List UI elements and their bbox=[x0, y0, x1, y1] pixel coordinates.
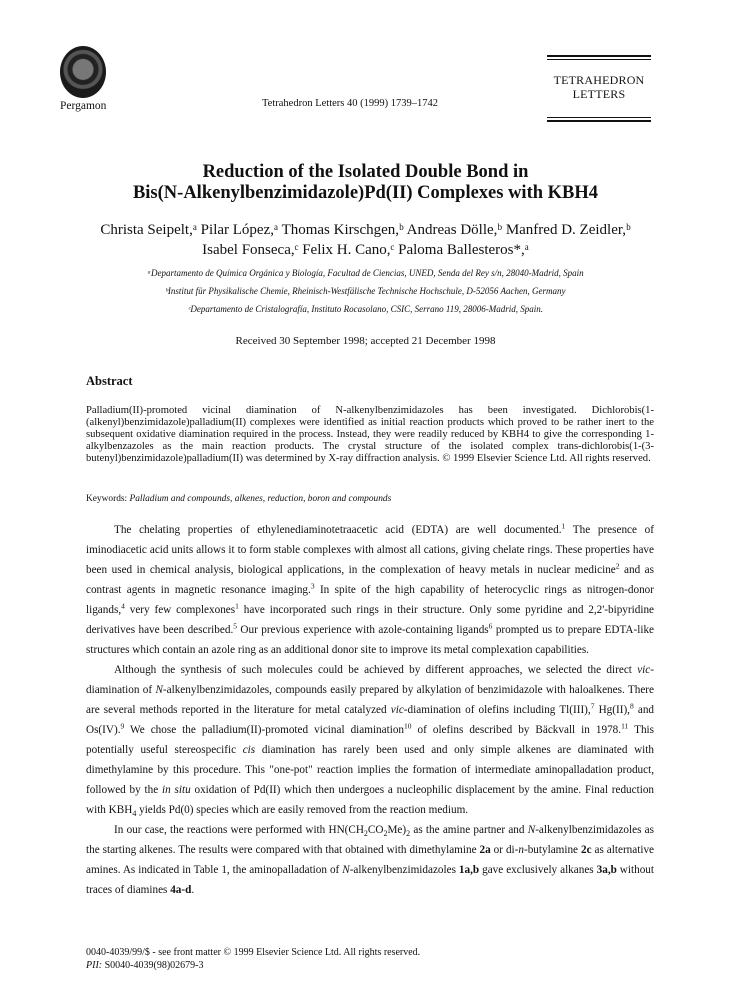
body-paragraph-3 bbox=[86, 820, 654, 900]
body-italic: vic bbox=[637, 664, 651, 676]
body-italic: N bbox=[527, 824, 536, 836]
affiliations bbox=[0, 264, 731, 318]
body-text: In our case, the reactions were performed with HN(CH bbox=[114, 824, 364, 836]
compound-label: 3a,b bbox=[596, 864, 617, 876]
body-text: as the amine partner and bbox=[410, 824, 528, 836]
authors-line-2: Isabel Fonseca,ᶜ Felix H. Cano,ᶜ Paloma Ballesteros*,ᵃ bbox=[202, 242, 529, 258]
body-text: CO bbox=[367, 824, 384, 836]
reference-marker: 7 bbox=[590, 701, 595, 711]
body-text: The presence of iminodiacetic acid units allows it to form stable complexes with almost all cations, giving chelate rings. These properties have been used in chemical analysis, biological applications, in the complexation of heavy metals in nuclear medicine bbox=[86, 524, 654, 576]
compound-label: 2c bbox=[581, 844, 592, 856]
body-text: -diamination of olefins including Tl(III), bbox=[403, 704, 591, 716]
header-rule-bottom-thin bbox=[547, 117, 651, 118]
header-rule-bottom bbox=[547, 120, 651, 122]
body-italic: N bbox=[155, 684, 163, 696]
pii-value: S0040-4039(98)02679-3 bbox=[102, 960, 204, 971]
affiliation-b: ᵇInstitut für Physikalische Chemie, Rheinisch-Westfälische Technische Hochschule, D-52056 Aachen, Germany bbox=[165, 286, 566, 296]
body-text: -alkenylbenzimidazoles as the starting alkenes. The results were compared with that obtained with dimethylamine bbox=[86, 824, 655, 856]
publisher-logo bbox=[60, 46, 106, 98]
reference-marker: 11 bbox=[621, 721, 629, 731]
pii-label: PII: bbox=[86, 960, 103, 971]
body-text: yields Pd(0) species which are easily removed from the reaction medium. bbox=[136, 804, 469, 816]
chemical-subscript: 2 bbox=[406, 829, 411, 839]
compound-label: 1a,b bbox=[458, 864, 480, 876]
copyright-line: 0040-4039/99/$ - see front matter © 1999 Elsevier Science Ltd. All rights reserved. bbox=[86, 947, 421, 958]
journal-name-line1: TETRAHEDRON bbox=[553, 73, 645, 87]
reference-marker: 3 bbox=[310, 581, 315, 591]
body-text: have incorporated such rings in their structure. Only some pyridine and 2,2'-bipyridine derivatives have been described. bbox=[86, 604, 654, 636]
body-text: diamination has rarely been used and only simple alkenes are diaminated with dimethylamine by this procedure. This "one-pot" reaction implies the formation of intermediate aminopalladation product, followed by the bbox=[86, 744, 654, 796]
body-italic: N bbox=[342, 864, 350, 876]
body-text: Our previous experience with azole-containing ligands bbox=[237, 624, 489, 636]
body-text: and Os(IV). bbox=[86, 704, 655, 736]
body-text: We chose the palladium(II)-promoted vicinal diamination bbox=[124, 724, 405, 736]
body-text: of olefins described by Bäckvall in 1978. bbox=[411, 724, 622, 736]
abstract-text: Palladium(II)-promoted vicinal diamination of N-alkenylbenzimidazoles has been investigated. Dichlorobis(1-(alkenyl)benzimidazole)palladium(II) complexes were identified as initial reaction products which proved to be rather inert to the subsequent oxidative diamination required in the process. Instead, they were readily reduced by KBH4 to give the corresponding 1-alkylbenzazoles as the main reaction products. The crystal structure of the isolated complex trans-dichlorobis(1-(3-butenyl)benzimidazole)palladium(II) was determined by X-ray diffraction analysis. © 1999 Elsevier Science Ltd. All rights reserved. bbox=[86, 405, 654, 464]
article-title bbox=[0, 162, 731, 204]
affiliation-c: ᶜDepartamento de Cristalografía, Instituto Rocasolano, CSIC, Serrano 119, 28006-Madrid, Spain. bbox=[188, 304, 543, 314]
abstract-heading: Abstract bbox=[86, 374, 133, 388]
body-text: -alkenylbenzimidazoles bbox=[349, 864, 459, 876]
compound-label: 2a bbox=[479, 844, 491, 856]
reference-marker: 10 bbox=[404, 721, 412, 731]
keywords-value: Palladium and compounds, alkenes, reduction, boron and compounds bbox=[129, 494, 392, 504]
reference-marker: 4 bbox=[121, 601, 125, 611]
title-line-2: Bis(N-Alkenylbenzimidazole)Pd(II) Complexes with KBH4 bbox=[132, 183, 599, 203]
header-rule-top-thin bbox=[547, 59, 651, 60]
body-text: without traces of diamines bbox=[86, 864, 654, 896]
body-italic: vic bbox=[390, 704, 404, 716]
journal-name-line2: LETTERS bbox=[572, 87, 626, 101]
keywords-label: Keywords: bbox=[86, 494, 128, 504]
body-text: -alkenylbenzimidazoles, compounds easily prepared by alkylation of benzimidazole with haloalkenes. There are several methods reported in the literature for metal catalyzed bbox=[86, 684, 654, 716]
body-paragraph-1 bbox=[86, 520, 654, 660]
body-text: oxidation of Pd(II) which then undergoes a nucleophilic displacement by the amine. Final reduction with KBH bbox=[86, 784, 655, 816]
body-text: and as contrast agents in magnetic resonance imaging. bbox=[86, 564, 654, 596]
body-paragraph-2 bbox=[86, 660, 654, 820]
reference-marker: 5 bbox=[233, 621, 237, 631]
chemical-subscript: 4 bbox=[132, 809, 137, 819]
body-text: as alternative amines. As indicated in Table 1, the aminopalladation of bbox=[86, 844, 655, 876]
pii-line bbox=[86, 959, 420, 972]
header-rule-top bbox=[547, 55, 651, 57]
received-dates: Received 30 September 1998; accepted 21 December 1998 bbox=[235, 335, 496, 347]
title-line-1: Reduction of the Isolated Double Bond in bbox=[202, 162, 529, 182]
journal-name bbox=[547, 73, 651, 101]
body-text: This potentially useful stereospecific bbox=[86, 724, 654, 756]
body-text: -butylamine bbox=[523, 844, 581, 856]
reference-marker: 2 bbox=[615, 561, 620, 571]
article-body bbox=[86, 520, 654, 900]
body-text: Hg(II), bbox=[594, 704, 630, 716]
publisher-name: Pergamon bbox=[60, 100, 107, 112]
body-text: -diamination of bbox=[86, 664, 654, 696]
keywords bbox=[86, 494, 391, 504]
affiliation-a: ᵃDepartamento de Química Orgánica y Biología, Facultad de Ciencias, UNED, Senda del Rey s/n, 28040-Madrid, Spain bbox=[147, 268, 584, 278]
body-text: Although the synthesis of such molecules could be achieved by different approaches, we selected the direct bbox=[114, 664, 638, 676]
reference-marker: 8 bbox=[629, 701, 634, 711]
journal-citation: Tetrahedron Letters 40 (1999) 1739–1742 bbox=[262, 98, 438, 109]
compound-label: 4a-d bbox=[170, 884, 192, 896]
authors-line-1: Christa Seipelt,ᵃ Pilar López,ᵃ Thomas Kirschgen,ᵇ Andreas Dölle,ᵇ Manfred D. Zeidler,ᵇ bbox=[100, 222, 631, 238]
reference-marker: 1 bbox=[235, 601, 239, 611]
reference-marker: 6 bbox=[488, 621, 493, 631]
body-text: very few complexones bbox=[124, 604, 236, 616]
page-footer bbox=[86, 946, 420, 972]
body-italic: n bbox=[518, 844, 524, 856]
chemical-subscript: 2 bbox=[363, 829, 368, 839]
reference-marker: 9 bbox=[120, 721, 125, 731]
body-text: The chelating properties of ethylenediaminotetraacetic acid (EDTA) are well documented. bbox=[114, 524, 562, 536]
body-text: prompted us to prepare EDTA-like structures which contain an azole ring as an additional donor site to improve its metal complexation capabilities. bbox=[86, 624, 655, 656]
author-list bbox=[0, 220, 731, 260]
body-italic: in situ bbox=[162, 784, 191, 796]
body-text: gave exclusively alkanes bbox=[479, 864, 597, 876]
body-text: In spite of the high capability of heterocyclic rings as nitrogen-donor ligands, bbox=[86, 584, 655, 616]
chemical-subscript: 2 bbox=[383, 829, 388, 839]
reference-marker: 1 bbox=[561, 521, 566, 531]
body-text: or di- bbox=[490, 844, 519, 856]
body-text: Me) bbox=[387, 824, 407, 836]
body-text: . bbox=[191, 884, 195, 896]
body-italic: cis bbox=[242, 744, 256, 756]
